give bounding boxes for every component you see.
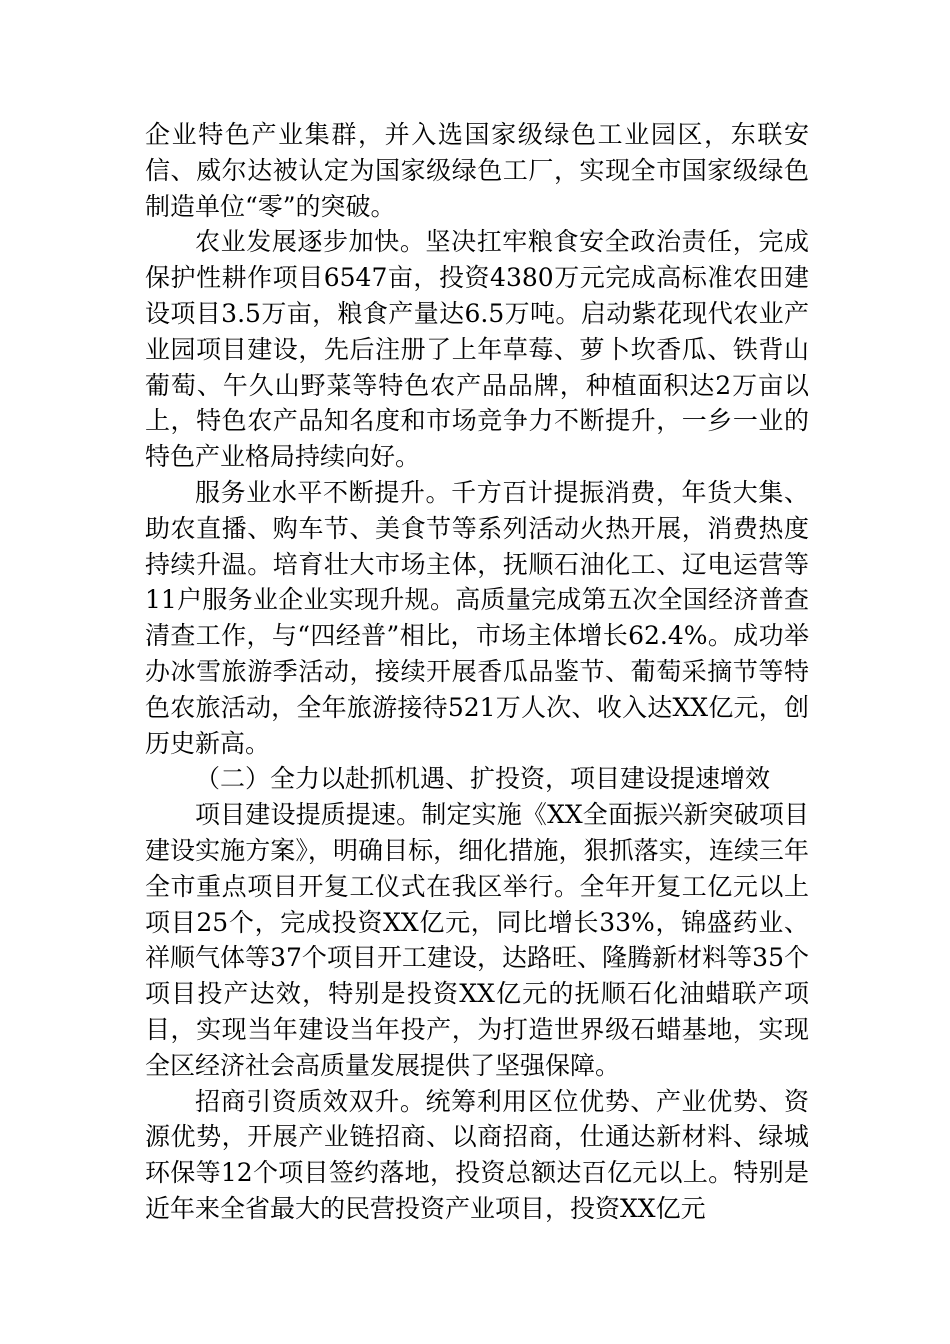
section-heading: （二）全力以赴抓机遇、扩投资，项目建设提速增效	[195, 764, 771, 794]
paragraph-services: 服务业水平不断提升。千方百计提振消费，年货大集、助农直播、购车节、美食节等系列活动火热开展，消费热度持续升温。培育壮大市场主体，抚顺石油化工、辽电运营等11户服务业企业实现升规。高质量完成第五次全国经济普查清查工作，与“四经普”相比，市场主体增长62.4%。成功举办冰雪旅游季活动，接续开展香瓜品鉴节、葡萄采摘节等特色农旅活动，全年旅游接待521万人次、收入达XX亿元，创历史新高。	[145, 477, 809, 758]
paragraph-projects: 项目建设提质提速。制定实施《XX全面振兴新突破项目建设实施方案》，明确目标，细化措施，狠抓落实，连续三年全市重点项目开复工仪式在我区举行。全年开复工亿元以上项目25个，完成投资XX亿元，同比增长33%，锦盛药业、祥顺气体等37个项目开工建设，达路旺、隆腾新材料等35个项目投产达效，特别是投资XX亿元的抚顺石化油蜡联产项目，实现当年建设当年投产，为打造世界级石蜡基地，实现全区经济社会高质量发展提供了坚强保障。	[145, 800, 809, 1080]
paragraph-agriculture: 农业发展逐步加快。坚决扛牢粮食安全政治责任，完成保护性耕作项目6547亩，投资4380万元完成高标准农田建设项目3.5万亩，粮食产量达6.5万吨。启动紫花现代农业产业园项目建设，先后注册了上年草莓、萝卜坎香瓜、铁背山葡萄、午久山野菜等特色农产品品牌，种植面积达2万亩以上，特色农产品知名度和市场竞争力不断提升，一乡一业的特色产业格局持续向好。	[145, 227, 809, 472]
document-body	[145, 117, 809, 1227]
paragraph-continuation: 企业特色产业集群，并入选国家级绿色工业园区，东联安信、威尔达被认定为国家级绿色工厂，实现全市国家级绿色制造单位“零”的突破。	[145, 120, 809, 221]
paragraph-investment: 招商引资质效双升。统筹利用区位优势、产业优势、资源优势，开展产业链招商、以商招商，仕通达新材料、绿城环保等12个项目签约落地，投资总额达百亿元以上。特别是近年来全省最大的民营投资产业项目，投资XX亿元	[145, 1086, 809, 1223]
